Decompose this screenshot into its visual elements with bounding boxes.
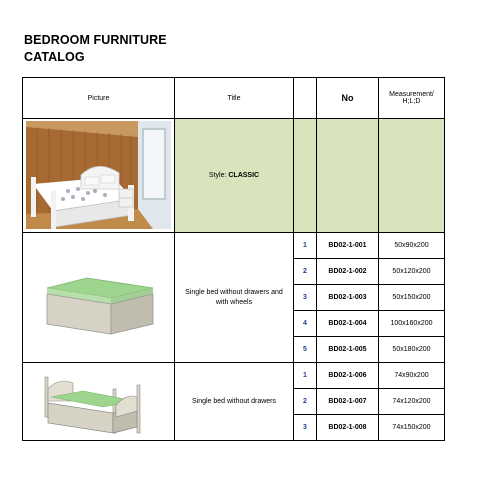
row-code: BD02-1-003 [317,285,379,311]
bed-with-wheels-image [23,238,174,358]
header-title: Title [175,78,294,119]
header-number: No [317,78,379,119]
row-code: BD02-1-004 [317,311,379,337]
table-row [23,233,445,259]
header-measurement-line2: H;L;D [402,98,421,105]
row-index: 4 [294,311,317,337]
style-blank-1 [294,119,317,233]
row-index: 2 [294,389,317,415]
document-title [24,32,167,66]
style-blank-2 [317,119,379,233]
row-code: BD02-1-001 [317,233,379,259]
header-measurement [379,78,445,119]
row-measurement: 74x150x200 [379,415,445,441]
row-index: 5 [294,337,317,363]
group2-title-cell: Single bed without drawers [175,363,294,441]
row-measurement: 74x90x200 [379,363,445,389]
row-code: BD02-1-008 [317,415,379,441]
header-row [23,78,445,119]
header-blank [294,78,317,119]
title-line-1: BEDROOM FURNITURE [24,33,167,47]
bedroom-photo-image [23,119,174,232]
title-line-2: CATALOG [24,50,85,64]
row-code: BD02-1-007 [317,389,379,415]
style-label-cell [175,119,294,233]
row-code: BD02-1-006 [317,363,379,389]
group1-picture-cell [23,233,175,363]
header-measurement-line1: Measurement/ [389,91,434,98]
row-measurement: 50x120x200 [379,259,445,285]
row-measurement: 50x90x200 [379,233,445,259]
row-measurement: 50x180x200 [379,337,445,363]
style-prefix: Style: [208,172,229,179]
row-index: 1 [294,363,317,389]
catalog-table [22,77,445,441]
group1-title-cell: Single bed without drawers and with wheels [175,233,294,363]
row-code: BD02-1-005 [317,337,379,363]
row-index: 3 [294,285,317,311]
row-measurement: 100x160x200 [379,311,445,337]
row-index: 2 [294,259,317,285]
group2-picture-cell [23,363,175,441]
style-value: CLASSIC [228,172,260,179]
row-measurement: 74x120x200 [379,389,445,415]
style-row [23,119,445,233]
style-blank-3 [379,119,445,233]
row-index: 1 [294,233,317,259]
table-row [23,363,445,389]
style-photo-cell [23,119,175,233]
row-measurement: 50x150x200 [379,285,445,311]
row-index: 3 [294,415,317,441]
row-code: BD02-1-002 [317,259,379,285]
bed-frame-image [23,367,174,437]
header-picture: Picture [23,78,175,119]
